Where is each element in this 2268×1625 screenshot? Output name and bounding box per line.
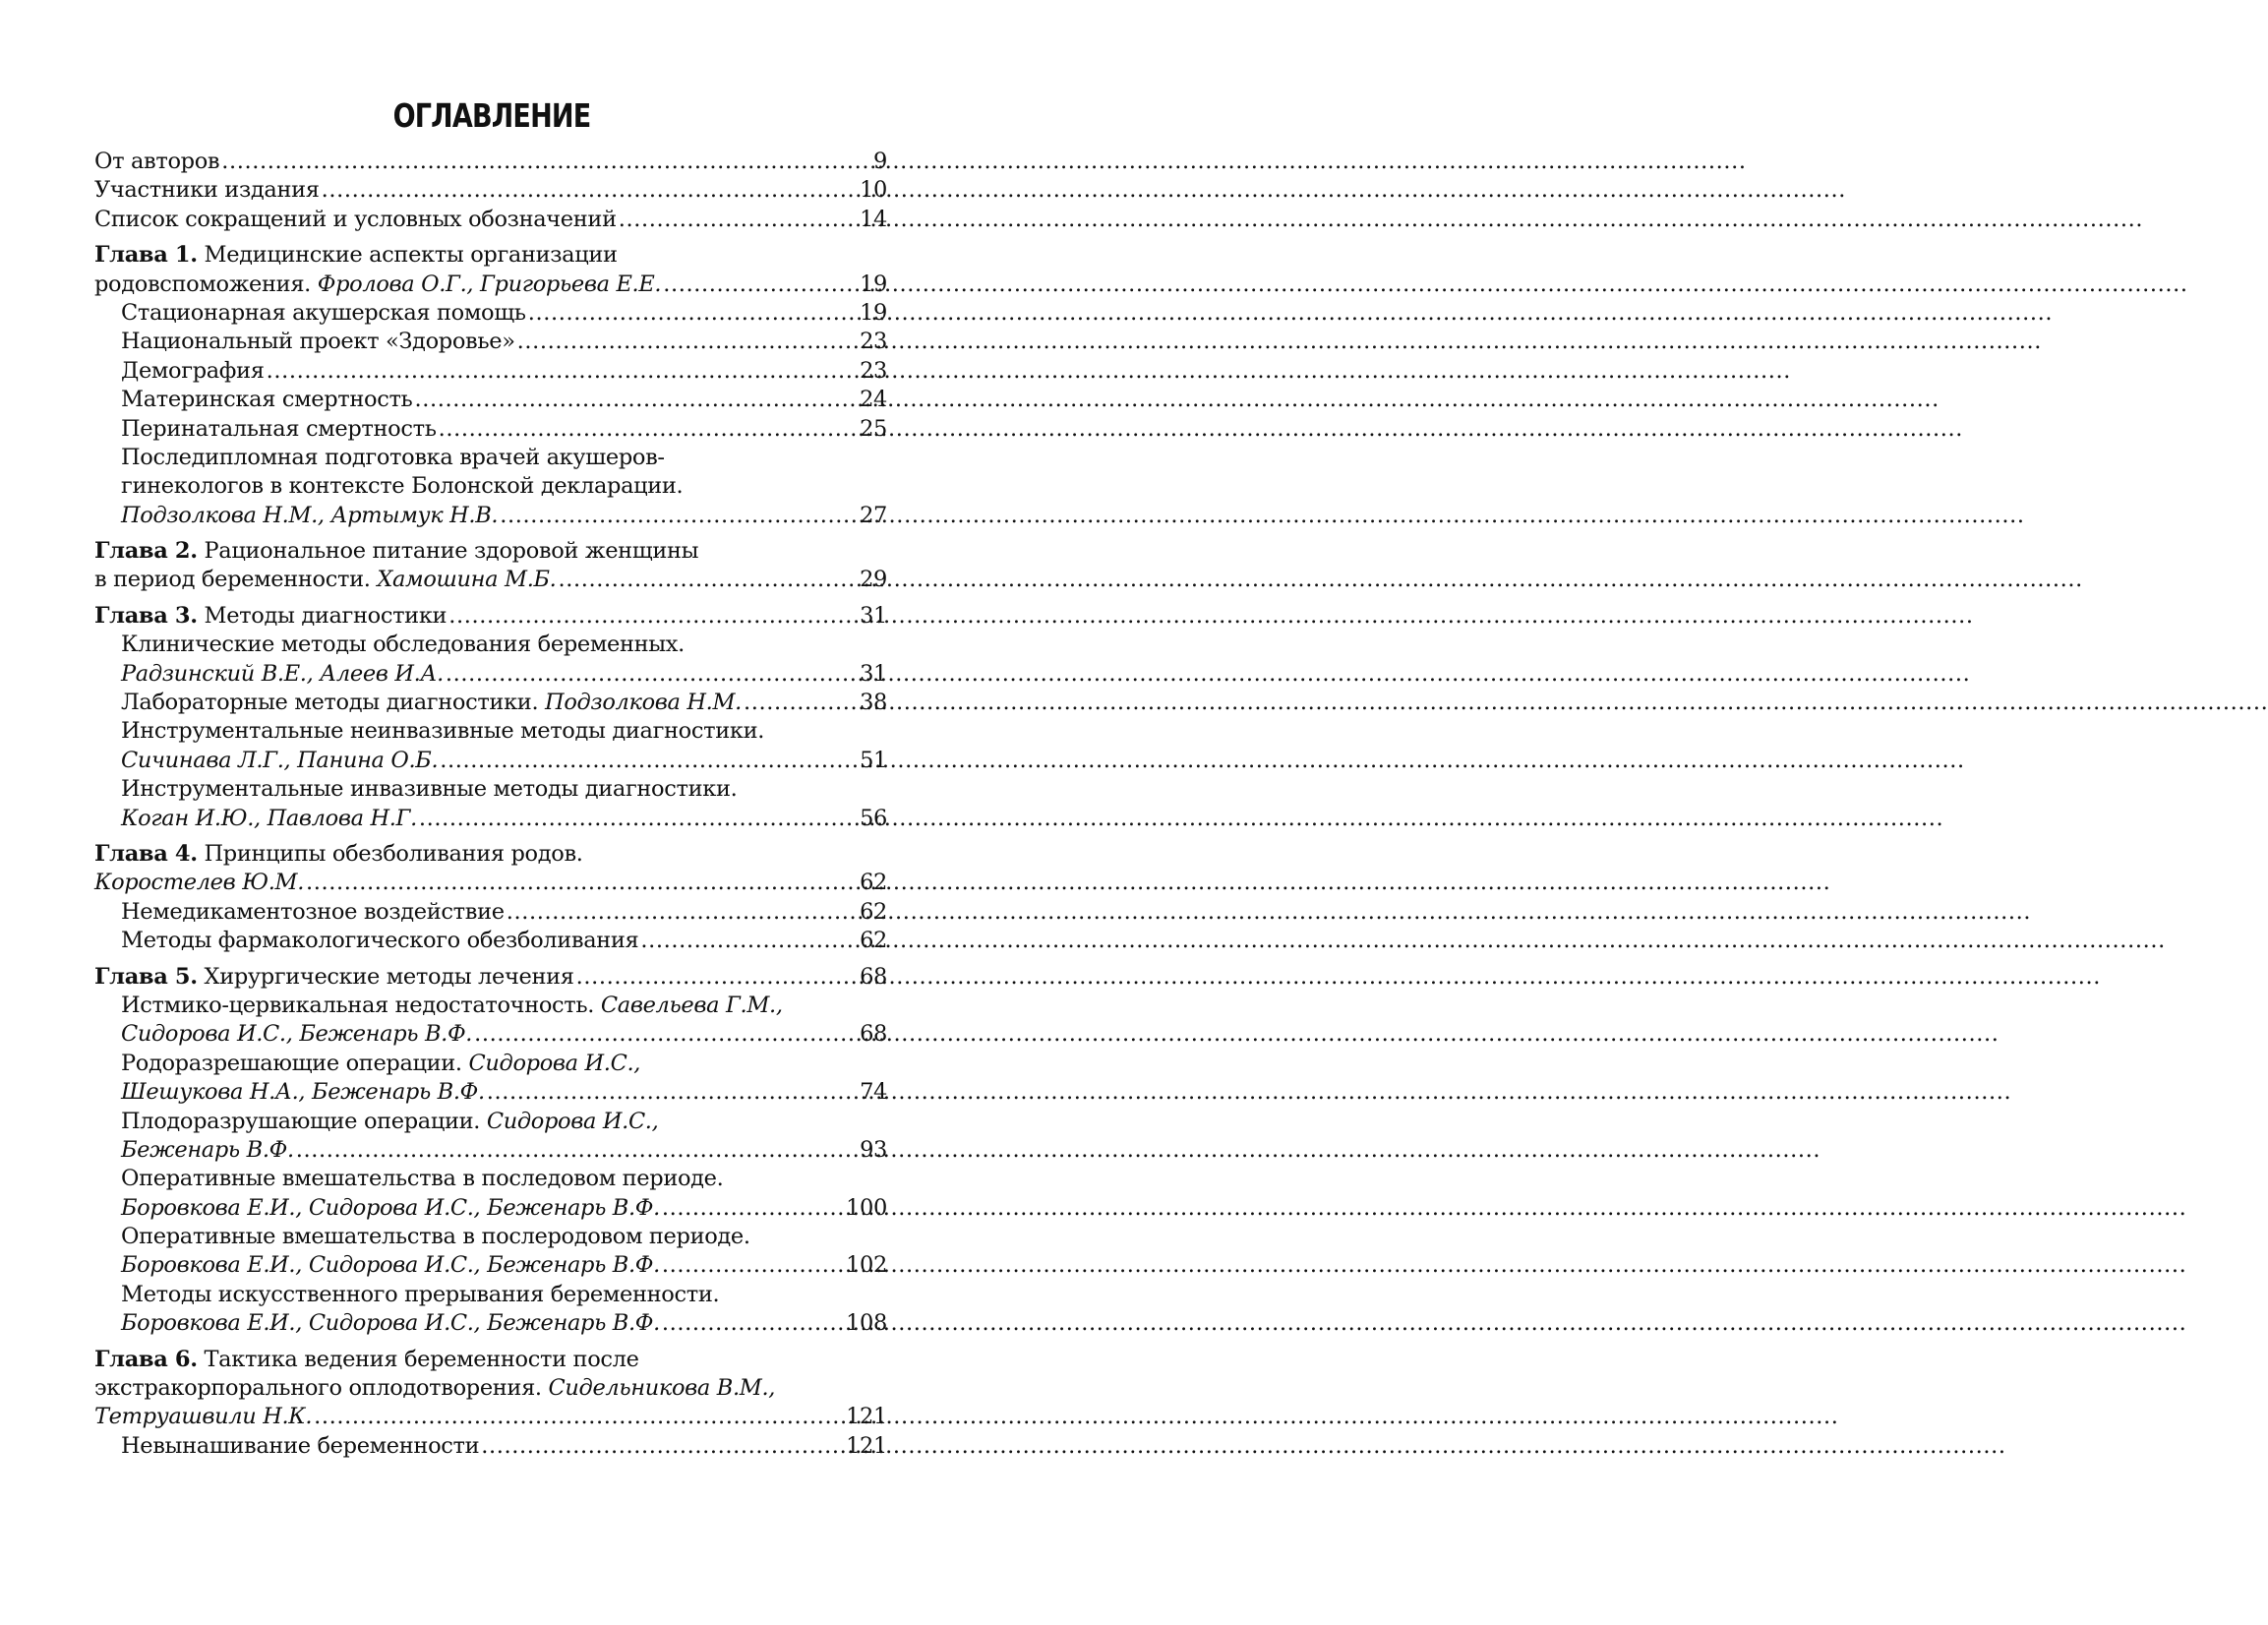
entry-title: в период беременности. <box>94 567 378 593</box>
toc-line <box>94 963 887 992</box>
toc-line-text <box>121 1136 294 1165</box>
toc-line-text <box>94 176 320 205</box>
entry-title: Методы диагностики <box>197 602 448 629</box>
toc-line-text <box>121 1309 660 1338</box>
toc-entry <box>94 631 887 689</box>
entry-authors: Сидорова И.С., <box>468 1050 641 1076</box>
toc-line-text <box>121 631 685 659</box>
dot-leader <box>322 176 858 205</box>
entry-title: Материнская смертность <box>121 387 413 413</box>
toc-line <box>94 1165 887 1193</box>
entry-title: Список сокращений и условных обозначений <box>94 206 617 232</box>
entry-title: Немедикаментозное воздействие <box>121 898 505 925</box>
dot-leader <box>500 502 858 530</box>
toc-line-text <box>94 602 447 631</box>
toc-line-text <box>94 537 698 566</box>
toc-line-text <box>94 566 556 594</box>
toc-entry <box>94 386 887 414</box>
toc-line <box>94 747 887 775</box>
toc-entry <box>94 1346 887 1432</box>
entry-title: Истмико-цервикальная недостаточность. <box>121 992 601 1018</box>
page-number: 23 <box>860 329 887 355</box>
toc-line-text <box>121 747 438 775</box>
page-number: 9 <box>873 149 887 174</box>
toc-line-text <box>121 1050 640 1078</box>
toc-entry <box>94 415 887 444</box>
toc-line <box>94 176 887 205</box>
page-number: 23 <box>860 357 887 384</box>
dot-leader <box>558 566 858 594</box>
toc-line <box>94 840 887 869</box>
entry-authors: Коган И.Ю., Павлова Н.Г. <box>121 805 417 831</box>
toc-line-text <box>94 963 574 992</box>
toc-entry <box>94 1432 887 1461</box>
toc-line-text <box>94 206 617 234</box>
toc-line <box>94 1194 887 1223</box>
entry-authors: Тетруашвили Н.К. <box>94 1404 313 1430</box>
toc-entry <box>94 1108 887 1166</box>
toc-line-text <box>121 1078 485 1107</box>
page-number: 108 <box>846 1310 887 1337</box>
toc-line <box>94 502 887 530</box>
entry-authors: Сидорова И.С., <box>486 1108 659 1134</box>
entry-title: Лабораторные методы диагностики. <box>121 690 546 716</box>
entry-authors: Коростелев Ю.М. <box>94 870 304 896</box>
toc-line <box>94 357 887 386</box>
toc-entry <box>94 444 887 530</box>
page-number: 31 <box>860 602 887 629</box>
toc-line <box>94 717 887 746</box>
page-number: 38 <box>860 690 887 716</box>
toc-line-text <box>121 992 783 1020</box>
toc-line-text <box>94 241 618 270</box>
dot-leader <box>439 415 858 444</box>
entry-authors: Шешукова Н.А., Беженарь В.Ф. <box>121 1079 485 1106</box>
toc-line <box>94 537 887 566</box>
toc-line <box>94 328 887 356</box>
entry-authors: Сичинава Л.Г., Панина О.Б. <box>121 747 439 773</box>
page-number: 19 <box>860 271 887 297</box>
entry-title: Принципы обезболивания родов. <box>197 840 583 867</box>
toc-line-text <box>121 1251 660 1280</box>
chapter-label: Глава 1. <box>94 242 198 269</box>
entry-title: Методы искусственного прерывания беременности. <box>121 1281 720 1307</box>
entry-title: гинекологов в контексте Болонской декларации. <box>121 473 684 500</box>
toc-entry <box>94 992 887 1050</box>
dot-leader <box>414 386 858 414</box>
entry-authors: Радзинский В.Е., Алеев И.А. <box>121 660 444 687</box>
page-number: 24 <box>860 387 887 413</box>
dot-leader <box>517 328 858 356</box>
toc-entry <box>94 1165 887 1223</box>
dot-leader <box>221 148 871 176</box>
toc-line <box>94 927 887 955</box>
toc-line-text <box>121 660 444 689</box>
toc-line <box>94 869 887 897</box>
toc-line-text <box>121 444 665 472</box>
dot-leader <box>440 747 858 775</box>
entry-title: экстракорпорального оплодотворения. <box>94 1375 549 1402</box>
toc-line-text <box>94 840 583 869</box>
dot-leader <box>296 1136 858 1165</box>
dot-leader <box>662 1309 844 1338</box>
page-number: 62 <box>860 928 887 954</box>
toc-entry <box>94 148 887 176</box>
toc-line <box>94 299 887 328</box>
toc-line-text <box>121 1281 719 1309</box>
entry-title: Тактика ведения беременности после <box>197 1346 639 1372</box>
page-number: 102 <box>846 1252 887 1279</box>
entry-authors: Боровкова Е.И., Сидорова И.С., Беженарь В.Ф. <box>121 1252 660 1279</box>
toc-entry <box>94 602 887 631</box>
toc-line <box>94 602 887 631</box>
toc-line <box>94 1403 887 1431</box>
page-number: 74 <box>860 1079 887 1106</box>
chapter-label: Глава 4. <box>94 840 198 867</box>
page-number: 62 <box>860 898 887 925</box>
toc-line-text <box>121 357 265 386</box>
dot-leader <box>446 660 858 689</box>
page-number: 10 <box>860 177 887 204</box>
toc-line-text <box>121 1432 479 1461</box>
dot-leader <box>306 869 858 897</box>
entry-authors: Подзолкова Н.М. <box>545 690 742 716</box>
toc-line-text <box>121 805 417 833</box>
toc-line-text <box>94 869 304 897</box>
toc-line-text <box>94 148 219 176</box>
toc-line-text <box>121 717 764 746</box>
toc-line <box>94 1108 887 1136</box>
entry-title: Стационарная акушерская помощь <box>121 299 526 326</box>
entry-title: Плодоразрушающие операции. <box>121 1108 487 1134</box>
entry-authors: Савельева Г.М., <box>600 992 783 1018</box>
toc-entry <box>94 357 887 386</box>
page-number: 100 <box>846 1194 887 1221</box>
entry-title: Инструментальные инвазивные методы диагностики. <box>121 776 738 803</box>
toc-line-text <box>121 898 505 927</box>
entry-authors: Хамошина М.Б. <box>377 567 557 593</box>
toc-line <box>94 1432 887 1461</box>
entry-title: Хирургические методы лечения <box>197 963 574 990</box>
dot-leader <box>487 1078 858 1107</box>
entry-title: Невынашивание беременности <box>121 1432 480 1459</box>
toc-entry <box>94 717 887 775</box>
entry-title: Медицинские аспекты организации <box>197 242 618 269</box>
dot-leader <box>640 927 858 955</box>
toc-line-text <box>121 328 515 356</box>
entry-title: Инструментальные неинвазивные методы диагностики. <box>121 718 765 745</box>
dot-leader <box>619 206 858 234</box>
entry-title: Перинатальная смертность <box>121 415 437 442</box>
entry-title: родовспоможения. <box>94 271 318 297</box>
entry-title: Национальный проект «Здоровье» <box>121 329 515 355</box>
toc-entry <box>94 241 887 299</box>
toc-line-text <box>121 415 437 444</box>
toc-entry <box>94 176 887 205</box>
toc-line <box>94 271 887 299</box>
toc-line-text <box>94 1403 312 1431</box>
entry-authors: Подзолкова Н.М., Артымук Н.В. <box>121 502 499 528</box>
toc-entry <box>94 840 887 898</box>
chapter-label: Глава 3. <box>94 602 198 629</box>
page-number: 31 <box>860 660 887 687</box>
toc-line-text <box>94 271 661 299</box>
page-number: 29 <box>860 567 887 593</box>
toc-line-text <box>121 502 498 530</box>
entry-title: Клинические методы обследования беременных. <box>121 632 685 658</box>
page-number: 27 <box>860 502 887 528</box>
entry-title: Оперативные вмешательства в последовом периоде. <box>121 1166 724 1192</box>
toc-line-text <box>121 299 526 328</box>
toc-line <box>94 1251 887 1280</box>
toc-line <box>94 1309 887 1338</box>
toc-entry <box>94 1281 887 1339</box>
toc-line-text <box>121 775 737 804</box>
page-number: 25 <box>860 415 887 442</box>
dot-leader <box>662 1194 844 1223</box>
toc-line <box>94 631 887 659</box>
toc-entry <box>94 1050 887 1108</box>
toc-entry <box>94 963 887 992</box>
toc-line <box>94 148 887 176</box>
dot-leader <box>507 898 858 927</box>
dot-leader <box>474 1020 858 1049</box>
toc-line <box>94 1078 887 1107</box>
toc-line <box>94 805 887 833</box>
dot-leader <box>576 963 858 992</box>
toc-line <box>94 386 887 414</box>
entry-title: Последипломная подготовка врачей акушеров- <box>121 444 665 470</box>
toc-line-text <box>121 689 742 717</box>
page-number: 14 <box>860 206 887 232</box>
document-page <box>0 0 984 1625</box>
entry-title: От авторов <box>94 149 220 174</box>
dot-leader <box>662 1251 844 1280</box>
toc-line <box>94 689 887 717</box>
toc-line <box>94 992 887 1020</box>
page-title: ОГЛАВЛЕНИЕ <box>392 96 591 135</box>
page-number: 121 <box>846 1404 887 1430</box>
chapter-label: Глава 5. <box>94 963 198 990</box>
toc-line-text <box>121 1165 723 1193</box>
toc-entry <box>94 537 887 595</box>
entry-title: Родоразрешающие операции. <box>121 1050 469 1076</box>
toc-line-text <box>94 1346 639 1374</box>
toc-entry <box>94 927 887 955</box>
entry-authors: Сидельникова В.М., <box>548 1375 776 1402</box>
toc-line <box>94 660 887 689</box>
page-number: 121 <box>846 1432 887 1459</box>
toc-line-text <box>121 1108 658 1136</box>
toc-line-text <box>121 927 638 955</box>
chapter-label: Глава 2. <box>94 538 198 565</box>
entry-authors: Сидорова И.С., Беженарь В.Ф. <box>121 1021 473 1048</box>
dot-leader <box>528 299 858 328</box>
dot-leader <box>314 1403 844 1431</box>
toc-line-text <box>121 1223 750 1251</box>
dot-leader <box>481 1432 844 1461</box>
toc-line <box>94 775 887 804</box>
toc-line <box>94 1136 887 1165</box>
chapter-label: Глава 6. <box>94 1346 198 1372</box>
dot-leader <box>419 805 858 833</box>
dot-leader <box>448 602 858 631</box>
toc-line <box>94 1346 887 1374</box>
entry-authors: Боровкова Е.И., Сидорова И.С., Беженарь В.Ф. <box>121 1194 660 1221</box>
toc-line <box>94 898 887 927</box>
entry-authors: Беженарь В.Ф. <box>121 1136 294 1163</box>
page-number: 19 <box>860 299 887 326</box>
toc-entry <box>94 898 887 927</box>
page-number: 56 <box>860 805 887 831</box>
toc-entry <box>94 299 887 328</box>
toc-entry <box>94 775 887 833</box>
toc-line-text <box>121 1020 472 1049</box>
entry-title: Оперативные вмешательства в послеродовом периоде. <box>121 1224 750 1250</box>
page-number: 62 <box>860 870 887 896</box>
toc-entry <box>94 1223 887 1281</box>
page-number: 68 <box>860 1021 887 1048</box>
toc-line <box>94 1281 887 1309</box>
entry-authors: Боровкова Е.И., Сидорова И.С., Беженарь В.Ф. <box>121 1310 660 1337</box>
toc-line <box>94 1223 887 1251</box>
dot-leader <box>267 357 858 386</box>
toc-line-text <box>94 1374 775 1403</box>
page-number: 93 <box>860 1136 887 1163</box>
entry-title: Методы фармакологического обезболивания <box>121 928 639 954</box>
page-number: 51 <box>860 747 887 773</box>
dot-leader <box>744 689 858 717</box>
toc-line <box>94 1020 887 1049</box>
entry-title: Демография <box>121 357 265 384</box>
toc-line <box>94 415 887 444</box>
page-number: 68 <box>860 963 887 990</box>
toc-entry <box>94 206 887 234</box>
toc-line <box>94 206 887 234</box>
toc-line-text <box>121 386 412 414</box>
toc-line <box>94 1374 887 1403</box>
toc-line <box>94 444 887 472</box>
dot-leader <box>663 271 858 299</box>
entry-title: Участники издания <box>94 177 320 204</box>
entry-title: Рациональное питание здоровой женщины <box>197 538 699 565</box>
toc-entry <box>94 328 887 356</box>
toc-line <box>94 472 887 501</box>
table-of-contents <box>94 148 887 1461</box>
toc-line <box>94 241 887 270</box>
toc-entry <box>94 689 887 717</box>
toc-line <box>94 566 887 594</box>
toc-line-text <box>121 1194 660 1223</box>
entry-authors: Фролова О.Г., Григорьева Е.Е. <box>317 271 662 297</box>
toc-line <box>94 1050 887 1078</box>
toc-line-text <box>121 472 683 501</box>
